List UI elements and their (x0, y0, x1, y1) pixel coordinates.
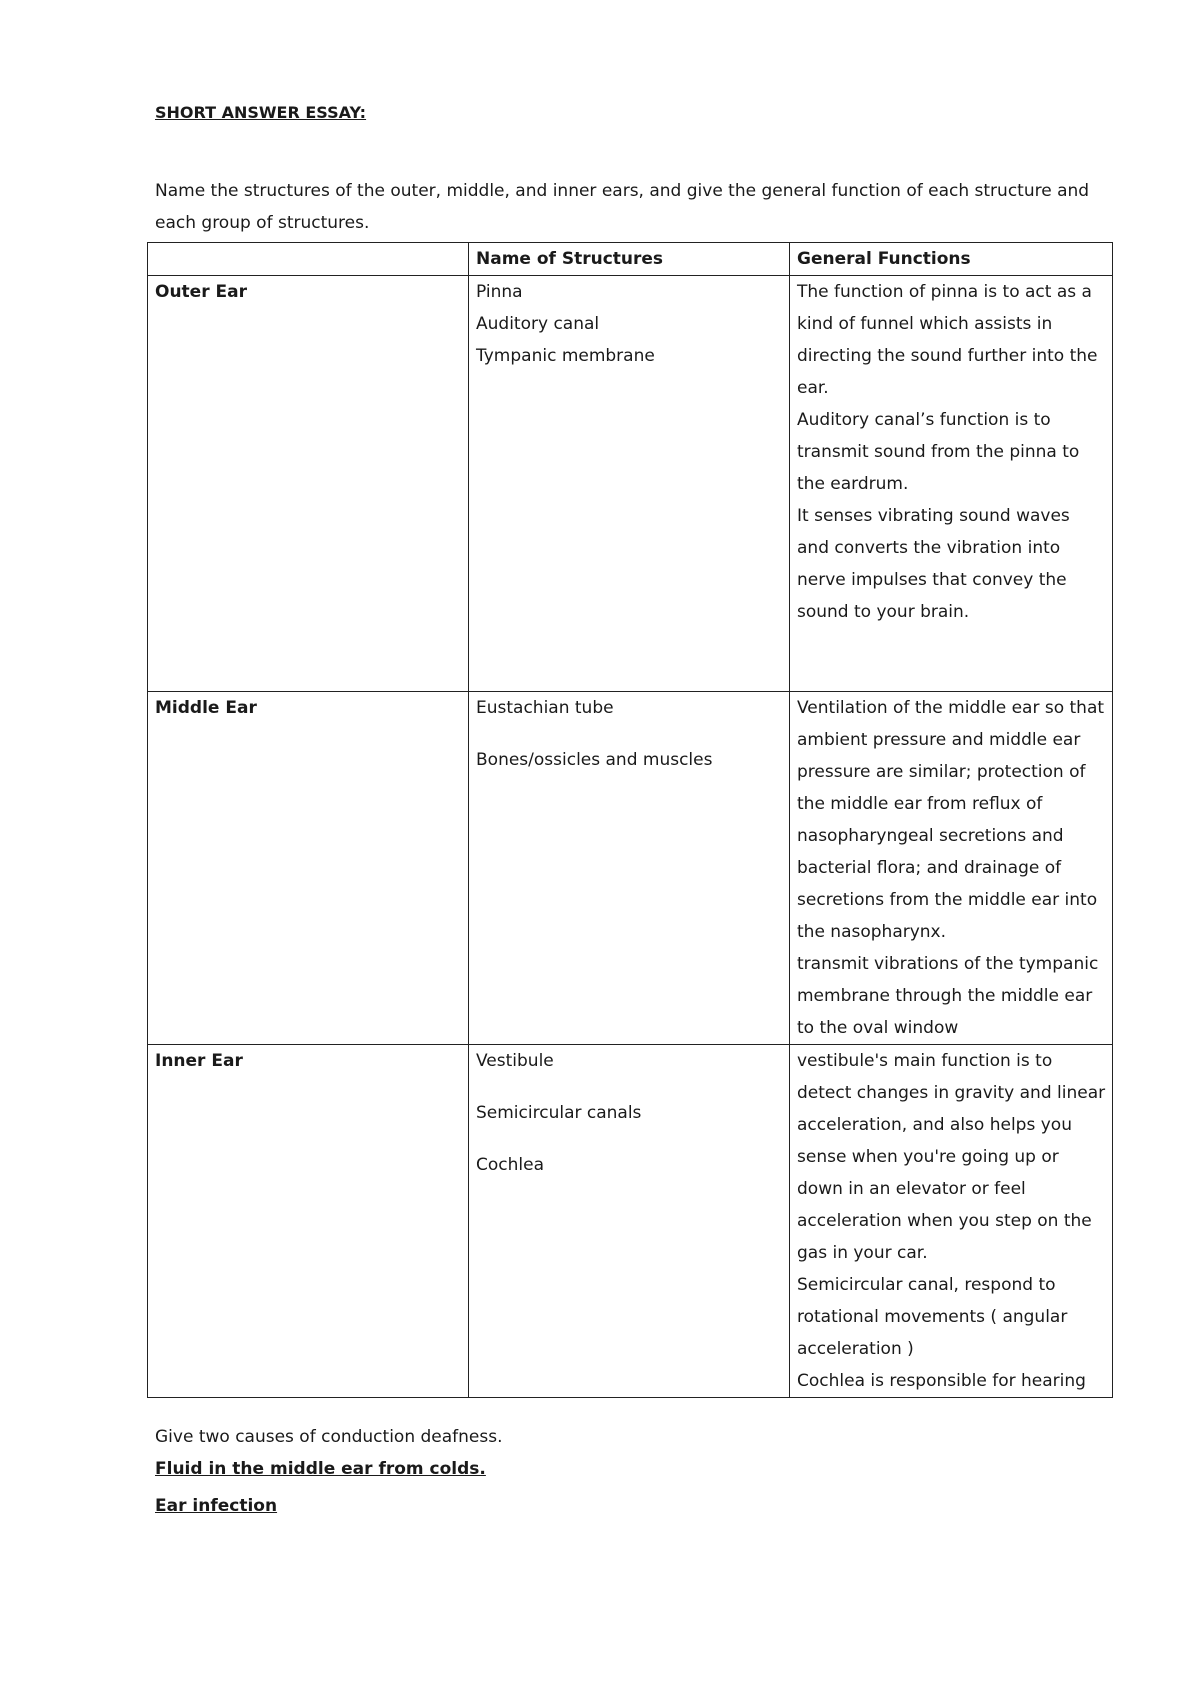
function-item: The function of pinna is to act as a kind of funnel which assists in directing the sound further into the ear. (797, 282, 1098, 398)
header-empty (148, 243, 469, 276)
region-inner-ear: Inner Ear (148, 1045, 469, 1398)
function-item: Cochlea is responsible for hearing (797, 1371, 1086, 1391)
function-item: Semicircular canal, respond to rotational movements ( angular acceleration ) (797, 1275, 1068, 1359)
function-item: transmit vibrations of the tympanic membrane through the middle ear to the oval window (797, 954, 1099, 1038)
table-row-middle-ear (148, 692, 1113, 1045)
header-structures: Name of Structures (469, 243, 790, 276)
ear-structures-table (147, 242, 1113, 1398)
function-item: It senses vibrating sound waves and converts the vibration into nerve impulses that convey the sound to your brain. (797, 506, 1070, 622)
structure-item: Tympanic membrane (476, 346, 655, 366)
structure-item: Vestibule (476, 1051, 554, 1071)
structures-outer-ear (469, 276, 790, 692)
region-middle-ear: Middle Ear (148, 692, 469, 1045)
header-functions: General Functions (790, 243, 1113, 276)
table-row-inner-ear (148, 1045, 1113, 1398)
answer-item: Fluid in the middle ear from colds. (155, 1459, 486, 1479)
function-item: Auditory canal’s function is to transmit sound from the pinna to the eardrum. (797, 410, 1080, 494)
structures-middle-ear (469, 692, 790, 1045)
structures-inner-ear (469, 1045, 790, 1398)
page-heading: SHORT ANSWER ESSAY: (155, 103, 367, 122)
functions-inner-ear (790, 1045, 1113, 1398)
region-outer-ear: Outer Ear (148, 276, 469, 692)
functions-outer-ear (790, 276, 1113, 692)
answer-item: Ear infection (155, 1496, 278, 1516)
table-row-outer-ear (148, 276, 1113, 692)
deafness-question: Give two causes of conduction deafness. (155, 1427, 503, 1447)
structure-item: Eustachian tube (476, 698, 614, 718)
question-intro: Name the structures of the outer, middle, and inner ears, and give the general function of each structure and each group of structures. (155, 181, 1090, 233)
table-header-row (148, 243, 1113, 276)
structure-item: Auditory canal (476, 314, 600, 334)
structure-item: Semicircular canals (476, 1103, 642, 1123)
structure-item: Bones/ossicles and muscles (476, 750, 713, 770)
structure-item: Cochlea (476, 1155, 544, 1175)
functions-middle-ear (790, 692, 1113, 1045)
function-item: Ventilation of the middle ear so that ambient pressure and middle ear pressure are similar; protection of the middle ear from reflux of nasopharyngeal secretions and bacterial flora; and drainage of secretions from the middle ear into the nasopharynx. (797, 698, 1105, 942)
function-item: vestibule's main function is to detect changes in gravity and linear acceleration, and also helps you sense when you're going up or down in an elevator or feel acceleration when you step on the gas in your car. (797, 1051, 1106, 1263)
structure-item: Pinna (476, 282, 523, 302)
